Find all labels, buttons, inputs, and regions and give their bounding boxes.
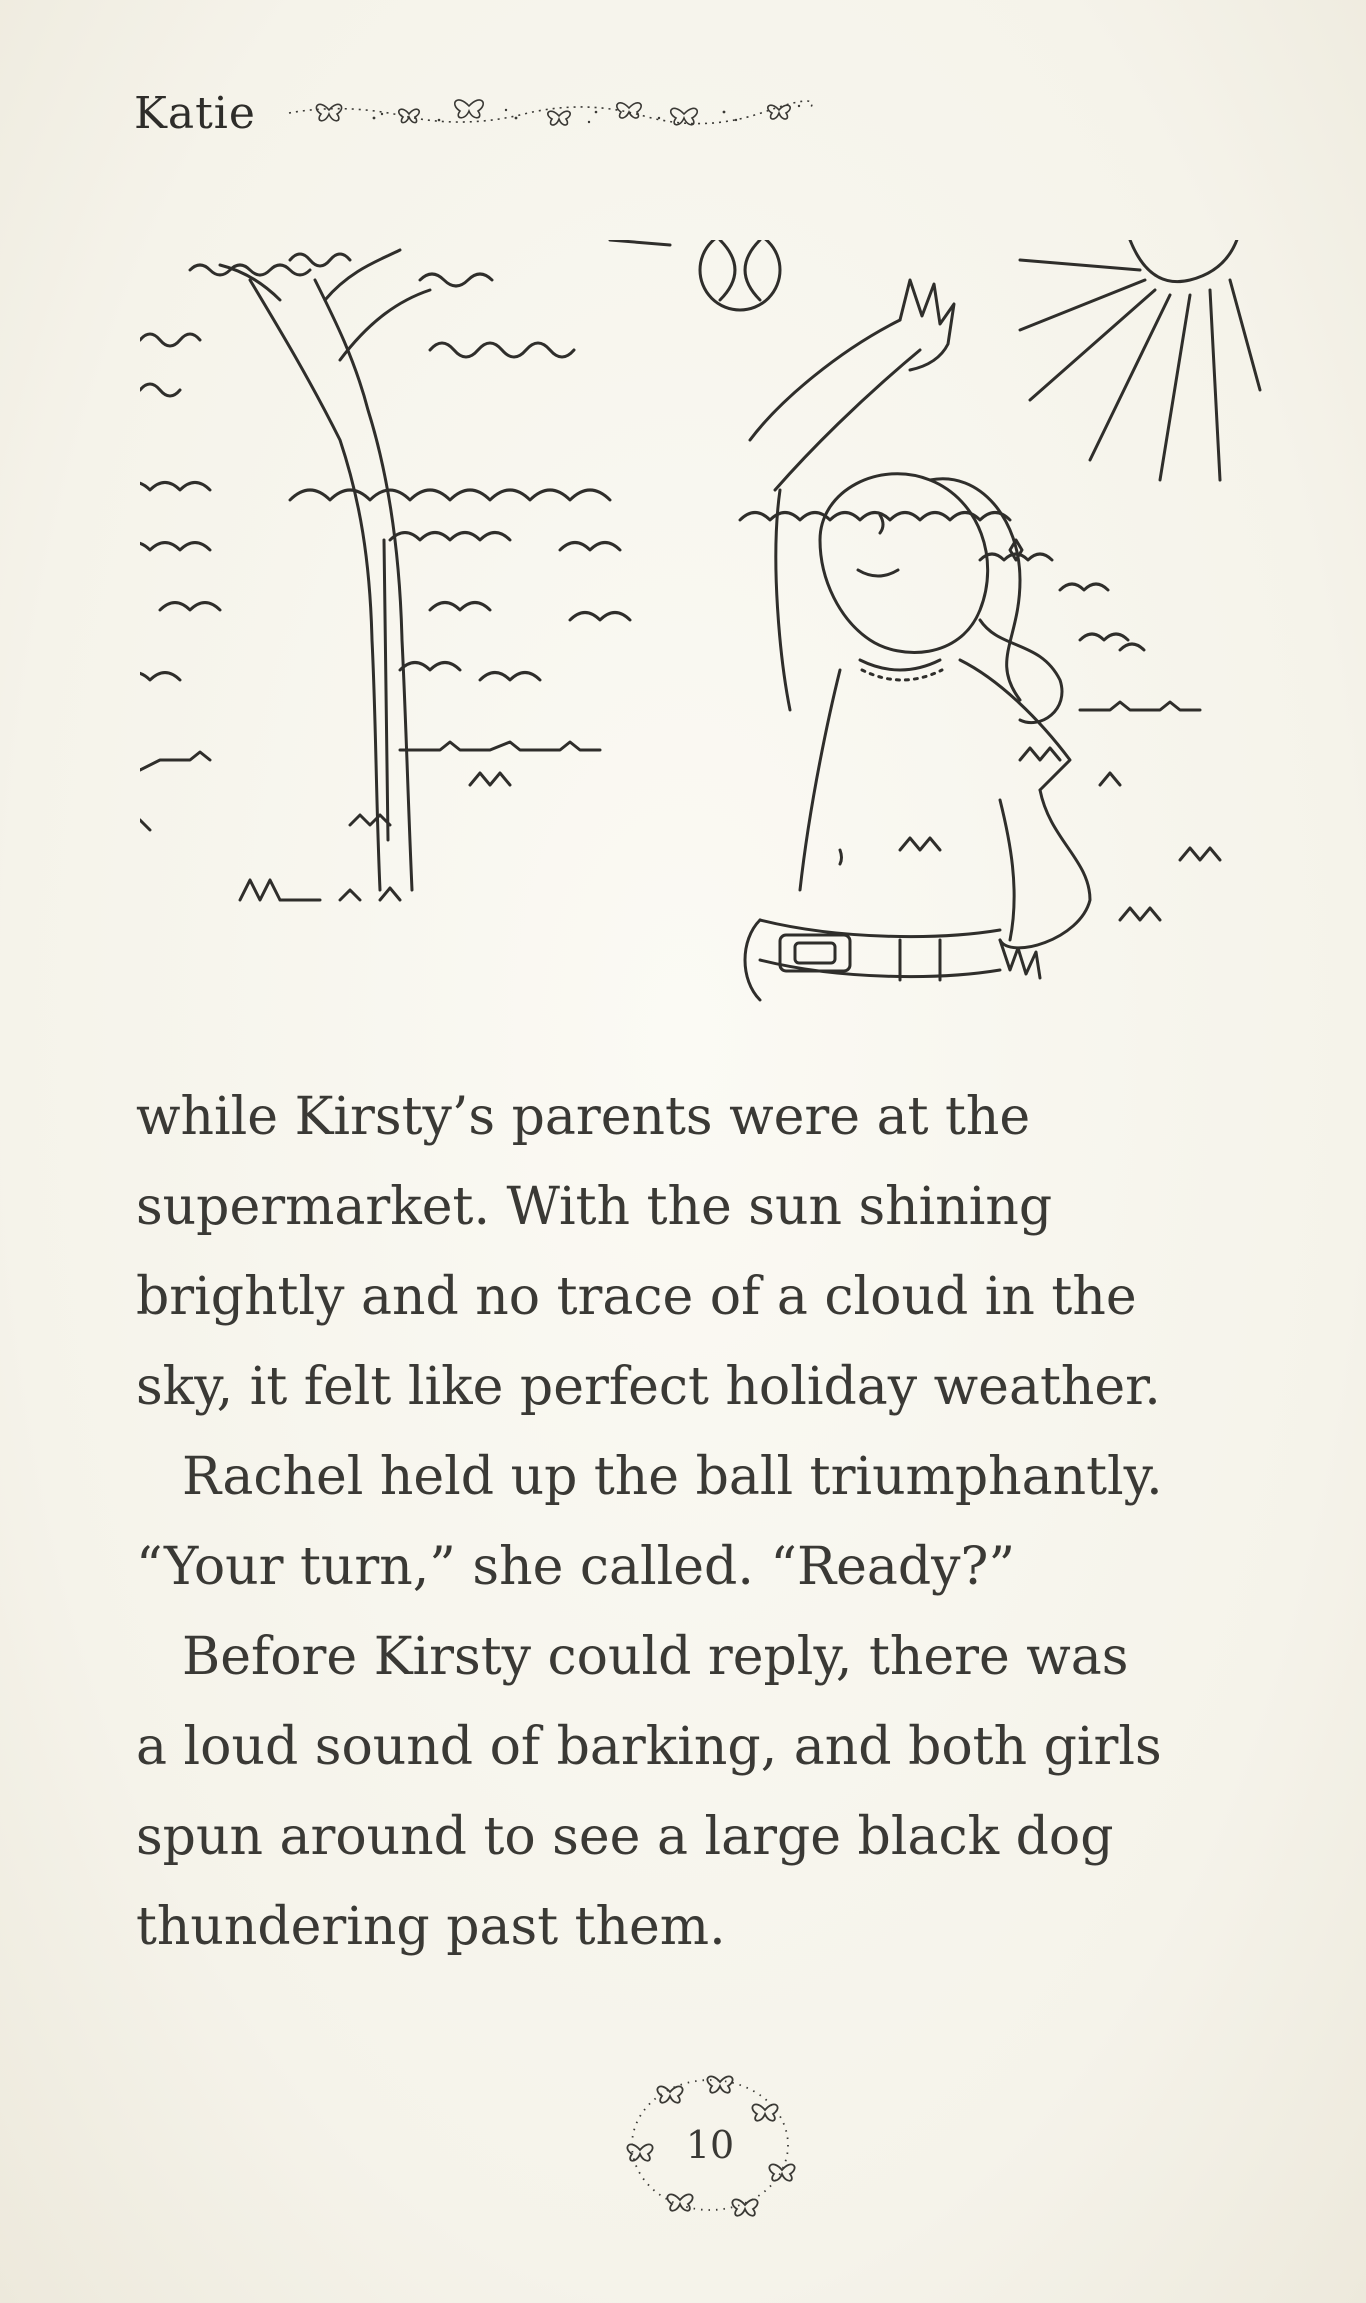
girl-throwing-ball-in-park-illustration bbox=[140, 240, 1280, 1040]
page-number: 10 bbox=[685, 2123, 735, 2167]
page-number-badge bbox=[610, 2060, 810, 2230]
butterfly-vine-icon bbox=[284, 88, 814, 138]
paragraph-2: Rachel held up the ball triumphantly. “Your turn,” she called. “Ready?” bbox=[136, 1447, 1163, 1597]
paragraph-3: Before Kirsty could reply, there was a loud sound of barking, and both girls spun around to see a large black dog thundering past them. bbox=[136, 1627, 1162, 1957]
running-header bbox=[134, 78, 814, 148]
chapter-title: Katie bbox=[134, 87, 256, 139]
story-text bbox=[136, 1072, 1256, 1972]
paragraph-1: while Kirsty’s parents were at the supermarket. With the sun shining brightly and no trace of a cloud in the sky, it felt like perfect holiday weather. bbox=[136, 1087, 1161, 1417]
